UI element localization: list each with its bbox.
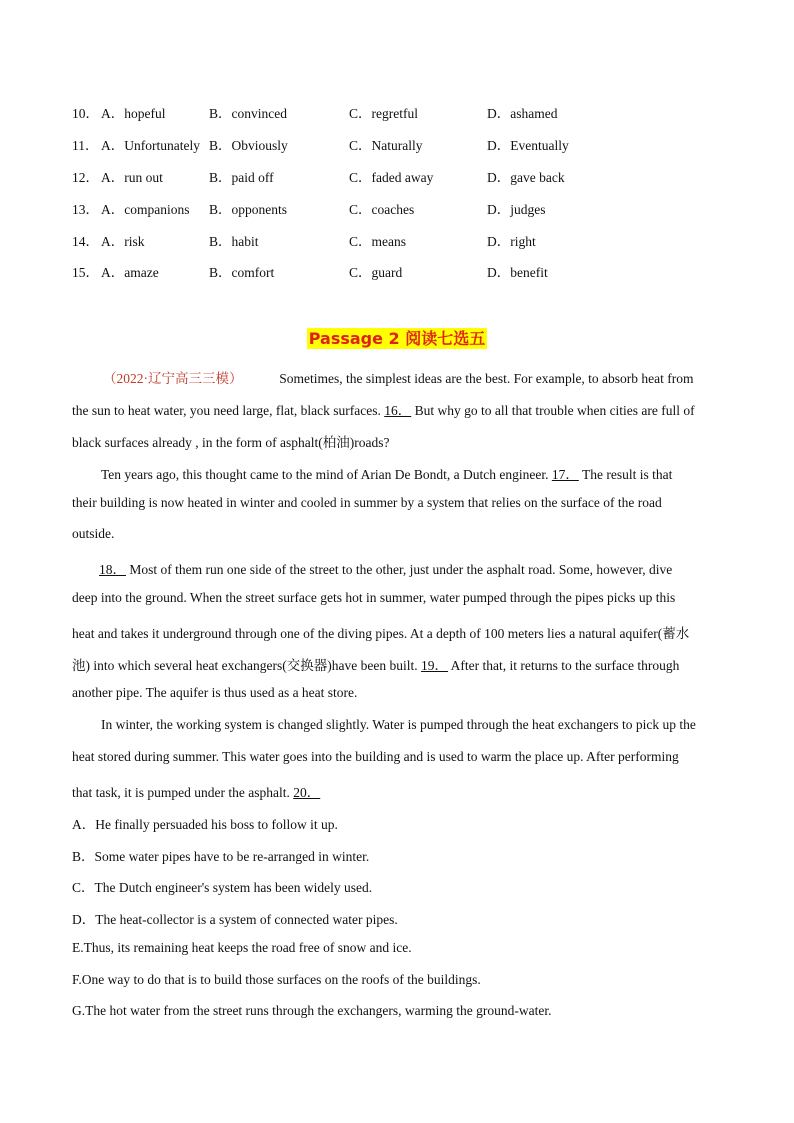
passage-title-text: Passage 2 阅读七选五 [308, 329, 486, 348]
question-number: 13． [72, 202, 99, 217]
option-c: C．Naturally [349, 138, 423, 153]
option-b: B．comfort [209, 265, 275, 280]
passage-text: black surfaces already , in the form of asphalt(柏油)roads? [72, 435, 390, 450]
paragraph-line [72, 685, 726, 701]
option-d: D．benefit [487, 265, 548, 280]
paragraph-line [72, 431, 726, 451]
paragraph-line [72, 463, 726, 483]
answer-option-c: C．The Dutch engineer's system has been widely used. [72, 880, 373, 895]
passage-text: another pipe. The aquifer is thus used as a heat store. [72, 685, 358, 700]
paragraph-line [72, 654, 726, 674]
question-number: 10． [72, 106, 99, 121]
paragraph-line [72, 781, 726, 801]
paragraph-line [72, 495, 726, 511]
option-a: A．hopeful [101, 106, 166, 121]
answer-option-b: B．Some water pipes have to be re-arranged in winter. [72, 849, 370, 864]
option-d: D．gave back [487, 170, 565, 185]
option-c: C．regretful [349, 106, 418, 121]
passage-text: 池) into which several heat exchangers(交换器)have been built. [72, 658, 422, 673]
question-number: 11． [72, 138, 99, 153]
answer-option-e: E.Thus, its remaining heat keeps the road free of snow and ice. [72, 940, 412, 955]
answer-option-a: A．He finally persuaded his boss to follow it up. [72, 817, 338, 832]
paragraph-line [72, 749, 726, 765]
blank-19: 19． [421, 658, 449, 673]
paragraph-line [72, 367, 726, 387]
option-c: C．coaches [349, 202, 415, 217]
blank-20: 20． [293, 785, 321, 800]
question-number: 15． [72, 265, 99, 280]
option-a: A．risk [101, 234, 145, 249]
passage-title [0, 326, 794, 349]
passage-text: Most of them run one side of the street to the other, just under the asphalt road. Some, however, dive [129, 562, 673, 577]
question-number: 14． [72, 234, 99, 249]
blank-18: 18． [99, 562, 126, 577]
passage-text: The result is that [581, 467, 673, 482]
option-c: C．guard [349, 265, 403, 280]
answer-option-d: D．The heat-collector is a system of connected water pipes. [72, 912, 398, 927]
option-b: B．habit [209, 234, 259, 249]
option-d: D．Eventually [487, 138, 569, 153]
option-b: B．opponents [209, 202, 288, 217]
option-a: A．run out [101, 170, 163, 185]
passage-text: their building is now heated in winter and cooled in summer by a system that relies on the surface of the road [72, 495, 662, 510]
blank-17: 17． [551, 467, 579, 482]
passage-text: heat stored during summer. This water goes into the building and is used to warm the place up. After performing [72, 749, 679, 764]
passage-text: the sun to heat water, you need large, flat, black surfaces. [72, 403, 381, 418]
option-c: C．faded away [349, 170, 434, 185]
paragraph-line [72, 590, 726, 606]
passage-text: heat and takes it underground through one of the diving pipes. At a depth of 100 meters lies a natural aquifer(蓄水 [72, 626, 690, 641]
option-b: B．convinced [209, 106, 287, 121]
option-b: B．paid off [209, 170, 274, 185]
passage-text: But why go to all that trouble when cities are full of [414, 403, 695, 418]
option-d: D．right [487, 234, 536, 249]
paragraph-line [72, 717, 726, 733]
option-a: A．Unfortunately [101, 138, 200, 153]
paragraph-line [72, 399, 726, 419]
option-a: A．companions [101, 202, 190, 217]
option-c: C．means [349, 234, 406, 249]
paragraph-line [72, 622, 726, 642]
passage-text: Ten years ago, this thought came to the mind of Arian De Bondt, a Dutch engineer. [101, 467, 552, 482]
passage-text: Sometimes, the simplest ideas are the best. For example, to absorb heat from [279, 371, 694, 386]
passage-text: In winter, the working system is changed slightly. Water is pumped through the heat exchangers to pick up the [101, 717, 696, 732]
paragraph-line [72, 558, 726, 578]
passage-text: After that, it returns to the surface through [450, 658, 680, 673]
option-b: B．Obviously [209, 138, 288, 153]
source-label: （2022·辽宁高三三模） [103, 371, 243, 386]
passage-text: that task, it is pumped under the asphalt. [72, 785, 294, 800]
option-d: D．ashamed [487, 106, 558, 121]
answer-option-f: F.One way to do that is to build those surfaces on the roofs of the buildings. [72, 972, 481, 987]
option-a: A．amaze [101, 265, 159, 280]
passage-text: deep into the ground. When the street surface gets hot in summer, water pumped through the pipes picks up this [72, 590, 676, 605]
option-d: D．judges [487, 202, 546, 217]
blank-16: 16． [384, 403, 412, 418]
answer-option-g: G.The hot water from the street runs through the exchangers, warming the ground-water. [72, 1003, 552, 1018]
passage-text: outside. [72, 526, 115, 541]
question-number: 12． [72, 170, 99, 185]
paragraph-line [72, 526, 726, 542]
